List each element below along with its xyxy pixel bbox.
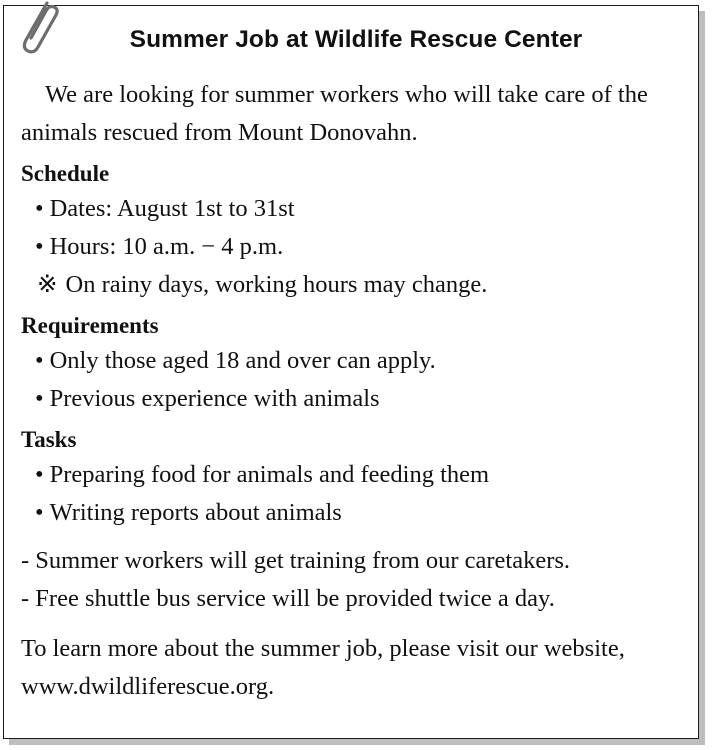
- tasks-heading: Tasks: [21, 427, 77, 452]
- training-note: - Summer workers will get training from our caretakers.: [21, 547, 571, 574]
- tasks-list: [21, 456, 695, 532]
- intro-paragraph: We are looking for summer workers who will take care of the animals rescued from Mount Donovahn.: [21, 81, 648, 146]
- schedule-note: [21, 266, 695, 304]
- schedule-note-text: On rainy days, working hours may change.: [65, 271, 488, 298]
- list-item: [21, 456, 695, 494]
- schedule-hours: Hours: 10 a.m. − 4 p.m.: [49, 233, 284, 260]
- schedule-list: [21, 190, 695, 266]
- schedule-dates: Dates: August 1st to 31st: [49, 195, 295, 222]
- task-food: Preparing food for animals and feeding them: [49, 461, 490, 488]
- bullet-icon: •: [35, 347, 44, 374]
- footer-paragraph: To learn more about the summer job, please visit our website, www.dwildliferescue.org.: [21, 635, 625, 700]
- bullet-icon: •: [35, 233, 44, 260]
- bullet-icon: •: [35, 499, 44, 526]
- list-item: [21, 380, 695, 418]
- requirements-heading: Requirements: [21, 313, 159, 338]
- schedule-heading: Schedule: [21, 161, 110, 186]
- task-reports: Writing reports about animals: [49, 499, 342, 526]
- bullet-icon: •: [35, 385, 44, 412]
- requirement-experience: Previous experience with animals: [49, 385, 380, 412]
- list-item: [21, 190, 695, 228]
- shuttle-note: - Free shuttle bus service will be provided twice a day.: [21, 585, 555, 612]
- list-item: [21, 494, 695, 532]
- notice-content: [21, 76, 695, 731]
- list-item: [21, 342, 695, 380]
- reference-mark-icon: ※: [37, 271, 58, 298]
- bullet-icon: •: [35, 195, 44, 222]
- list-item: [21, 228, 695, 266]
- notice-title: Summer Job at Wildlife Rescue Center: [129, 26, 583, 53]
- bullet-icon: •: [35, 461, 44, 488]
- extra-info: [21, 542, 695, 618]
- requirement-age: Only those aged 18 and over can apply.: [49, 347, 436, 374]
- requirements-list: [21, 342, 695, 418]
